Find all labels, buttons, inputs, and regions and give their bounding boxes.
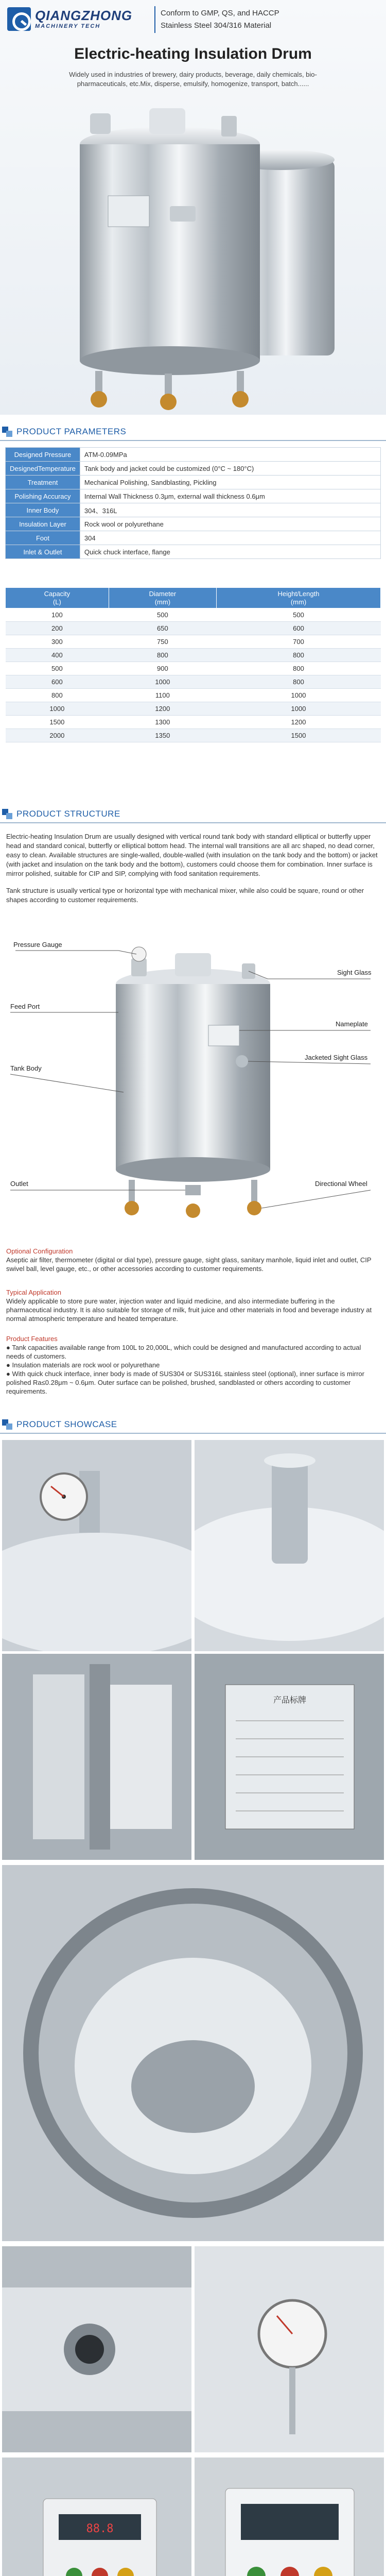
hero-banner [0,0,386,415]
height-cell: 800 [216,675,380,689]
height-cell: 500 [216,608,380,622]
diameter-cell: 1350 [109,729,216,742]
height-cell: 700 [216,635,380,649]
parameter-value: 304 [80,531,380,545]
showcase-photo-interior [2,1865,384,2241]
section-title: PRODUCT PARAMETERS [16,427,127,436]
capacity-cell: 200 [6,622,109,635]
brand-logo [7,7,132,31]
capacity-row [6,675,381,689]
diameter-cell: 900 [109,662,216,675]
features-title: Product Features [6,1335,58,1343]
feature-item: ● Insulation materials are rock wool or polyurethane [6,1361,160,1369]
showcase-photo-top-fitting [195,1440,384,1651]
parameter-key: Inlet & Outlet [6,545,80,559]
label-sight-glass: Sight Glass [337,969,372,976]
typical-application [6,1288,380,1323]
nameplate-heading: 产品标牌 [273,1695,307,1705]
parameter-value: Internal Wall Thickness 0.3μm, external wall thickness 0.6μm [80,489,380,503]
parameter-row [6,448,381,462]
capacity-cell: 100 [6,608,109,622]
capacity-cell: 400 [6,649,109,662]
capacity-row [6,702,381,716]
diameter-cell: 750 [109,635,216,649]
parameter-row [6,517,381,531]
parameter-row [6,545,381,559]
hero-divider [154,6,155,33]
label-nameplate: Nameplate [336,1020,368,1028]
parameter-value: ATM-0.09MPa [80,448,380,462]
section-header-structure [0,804,386,823]
height-cell: 1200 [216,716,380,729]
hero-description: Widely used in industries of brewery, dairy products, beverage, daily chemicals, bio-pharmaceuticals, etc.Mix, disperse, emulsify, homogenize, transport, batch...... [69,71,317,88]
height-cell: 600 [216,622,380,635]
brand-subtitle: MACHINERY TECH [35,23,101,29]
parameter-key: Inner Body [6,503,80,517]
capacity-cell: 1000 [6,702,109,716]
showcase-photo-control-box [2,2458,191,2576]
structure-paragraph-2: Tank structure is usually vertical type or horizontal type with mechanical mixer, while also could be square, round or other shapes according to customer requirements. [6,887,364,904]
capacity-cell: 300 [6,635,109,649]
brand-name: QIANGZHONG [35,8,133,23]
capacity-row [6,608,381,622]
parameter-row [6,476,381,489]
diameter-cell: 500 [109,608,216,622]
capacity-row [6,662,381,675]
page-title: Electric-heating Insulation Drum [74,45,312,62]
label-directional-wheel: Directional Wheel [315,1180,367,1188]
hero-product-image [0,103,386,415]
product-features [6,1334,380,1396]
capacity-row [6,649,381,662]
showcase-photo-nameplate [195,1654,384,1860]
parameter-key: Treatment [6,476,80,489]
parameter-key: Insulation Layer [6,517,80,531]
capacity-row [6,689,381,702]
diameter-cell: 1000 [109,675,216,689]
diameter-cell: 1300 [109,716,216,729]
optional-title: Optional Configuration [6,1247,73,1255]
hero-tagline [161,7,279,32]
application-title: Typical Application [6,1289,61,1296]
parameter-table [5,447,381,559]
parameter-value: Quick chuck interface, flange [80,545,380,559]
diameter-cell: 1100 [109,689,216,702]
label-outlet: Outlet [10,1180,28,1188]
brand-logo-icon [7,7,31,31]
optional-text: Aseptic air filter, thermometer (digital or dial type), pressure gauge, sight glass, sanitary manhole, liquid inlet and outlet, CIP swivel ball, level gauge, etc., or other accessories according to customer requirements. [6,1256,372,1273]
capacity-table [5,587,381,742]
parameter-row [6,462,381,476]
section-title: PRODUCT STRUCTURE [16,809,120,819]
height-cell: 1500 [216,729,380,742]
parameter-key: Designed Pressure [6,448,80,462]
label-tank-body: Tank Body [10,1064,42,1072]
diameter-cell: 1200 [109,702,216,716]
label-pressure-gauge: Pressure Gauge [13,941,62,948]
height-cell: 800 [216,649,380,662]
parameter-value: Tank body and jacket could be customized (0°C ~ 180°C) [80,462,380,476]
structure-paragraph-1: Electric-heating Insulation Drum are usually designed with vertical round tank body with standard elliptical or butterfly upper head and standard conical, butterfly or elliptical bottom head. The internal wall transitions are all arc shaped, no dead corner, easy to clean. Available structures are single-walled, double-walled (with insulation on the tank body and the bottom) or jacket (with jacket and insulation on the tank body and the bottom), customers could choose them for combination. Inner surface is mirror polished, suitable for CIP and SIP, complying with food sanitation requirements. [6,833,378,877]
tagline-gmp: Conform to GMP, QS, and HACCP [161,9,279,18]
showcase-photo-panel-closeup [195,2458,384,2576]
parameter-key: DesignedTemperature [6,462,80,476]
capacity-cell: 800 [6,689,109,702]
application-text: Widely applicable to store pure water, injection water and liquid medicine, and also intermediate buffering in the pharmaceutical industry. It is also suitable for storage of milk, fruit juice and other materials in food and beverage industry at normal atmospheric temperature and heated temperature. [6,1297,372,1323]
svg-text:88.8: 88.8 [86,2522,114,2535]
parameter-value: Rock wool or polyurethane [80,517,380,531]
capacity-cell: 500 [6,662,109,675]
diameter-header: Diameter (mm) [109,588,216,608]
parameter-value: Mechanical Polishing, Sandblasting, Pickling [80,476,380,489]
height-cell: 1000 [216,702,380,716]
section-header-parameters [0,421,386,441]
showcase-photo-lid-gauge [2,1440,191,1651]
parameter-row [6,489,381,503]
section-header-showcase [0,1414,386,1434]
capacity-cell: 2000 [6,729,109,742]
feature-item: ● With quick chuck interface, inner body is made of SUS304 or SUS316L stainless steel (optional), inner surface is mirror polished Ra≤0.28μm ~ 0.6μm. Outer surface can be polished, brushed, sandblasted or others according to customer requirements. [6,1370,364,1395]
capacity-header: Capacity (L) [6,588,109,608]
parameter-value: 304、316L [80,503,380,517]
height-cell: 1000 [216,689,380,702]
label-feed-port: Feed Port [10,1003,40,1010]
section-title: PRODUCT SHOWCASE [16,1419,117,1429]
diameter-cell: 800 [109,649,216,662]
capacity-row [6,729,381,742]
capacity-row [6,716,381,729]
parameter-key: Polishing Accuracy [6,489,80,503]
height-header: Height/Length (mm) [216,588,380,608]
feature-item: ● Tank capacities available range from 100L to 20,000L, which could be designed and manufactured according to actual needs of customers. [6,1344,361,1360]
capacity-row [6,635,381,649]
capacity-cell: 1500 [6,716,109,729]
label-jacketed-sight-glass: Jacketed Sight Glass [305,1054,368,1061]
height-cell: 800 [216,662,380,675]
capacity-row [6,622,381,635]
parameter-row [6,503,381,517]
parameter-row [6,531,381,545]
showcase-photo-side-port [2,2246,191,2452]
capacity-cell: 600 [6,675,109,689]
diameter-cell: 650 [109,622,216,635]
structure-diagram [0,922,386,1236]
showcase-photo-thermometer [195,2246,384,2452]
showcase-photo-clamp [2,1654,191,1860]
parameter-key: Foot [6,531,80,545]
tagline-material: Stainless Steel 304/316 Material [161,21,272,30]
optional-configuration [6,1247,380,1273]
